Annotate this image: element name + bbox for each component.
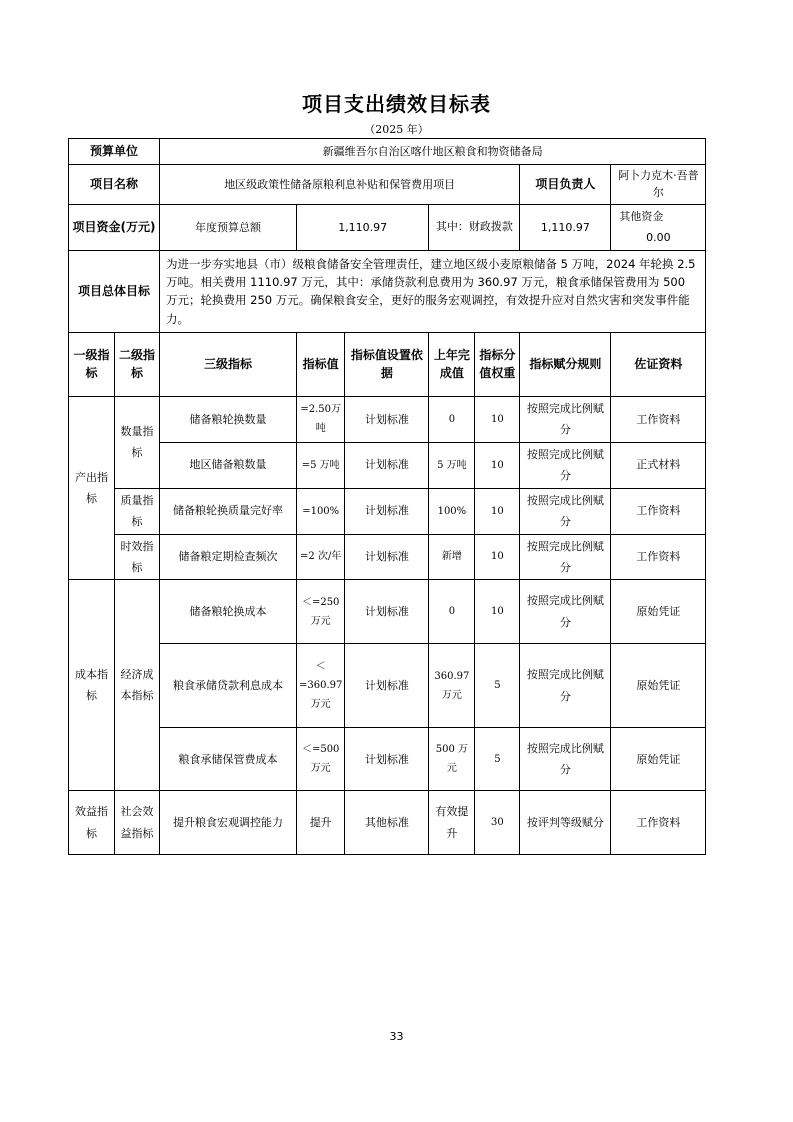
row-rule: 按照完成比例赋分 [520,488,611,534]
row-weight: 10 [475,442,520,488]
row-value: ＜=500万元 [297,728,345,791]
row-prev: 0 [429,580,475,644]
fiscal-label: 其中：财政拨款 [429,205,520,251]
performance-table [68,138,706,855]
row-evidence: 工作资料 [611,791,706,855]
row-basis: 计划标准 [345,442,429,488]
header-evidence: 佐证资料 [611,332,706,396]
other-funds-value: 0.00 [646,231,671,245]
unit-label: 预算单位 [69,139,160,165]
funds-row [69,205,706,251]
table-row [69,580,706,644]
row-basis: 计划标准 [345,396,429,442]
row-basis: 计划标准 [345,534,429,580]
row-prev: 500 万元 [429,728,475,791]
annual-budget-label: 年度预算总额 [160,205,297,251]
row-evidence: 工作资料 [611,396,706,442]
row-rule: 按照完成比例赋分 [520,534,611,580]
table-row [69,534,706,580]
row-evidence: 原始凭证 [611,728,706,791]
row-basis: 计划标准 [345,644,429,728]
goal-text: 为进一步夯实地县（市）级粮食储备安全管理责任，建立地区级小麦原粮储备 5 万吨，2024 年轮换 2.5 万吨。相关费用 1110.97 万元，其中：承储贷款利息费用为 360.97 万元，粮食承储保管费用为 500 万元；轮换费用 250 万元。确保粮食安全，更好的服务宏观调控，有效提升应对自然灾害和突发事件能力。 [160,250,706,332]
unit-value: 新疆维吾尔自治区喀什地区粮食和物资储备局 [160,139,706,165]
goal-label: 项目总体目标 [69,250,160,332]
header-basis: 指标值设置依据 [345,332,429,396]
row-evidence: 工作资料 [611,534,706,580]
row-weight: 5 [475,644,520,728]
goal-row [69,250,706,332]
row-value: =2 次/年 [297,534,345,580]
group-benefit: 效益指标 [69,791,115,855]
year-label: （2025 年） [364,123,429,136]
other-funds-label: 其他资金 [619,210,664,223]
row-weight: 10 [475,580,520,644]
header-row [69,332,706,396]
table-row [69,728,706,791]
group-economic: 经济成本指标 [115,580,160,791]
table-row [69,396,706,442]
group-output: 产出指标 [69,396,115,580]
fiscal-value: 1,110.97 [520,205,611,251]
page-number: 33 [389,1030,404,1043]
row-basis: 计划标准 [345,580,429,644]
project-label: 项目名称 [69,165,160,205]
row-evidence: 原始凭证 [611,644,706,728]
row-value: =100% [297,488,345,534]
group-quantity: 数量指标 [115,396,160,488]
manager-label: 项目负责人 [520,165,611,205]
header-level3: 三级指标 [160,332,297,396]
row-weight: 10 [475,396,520,442]
page-title: 项目支出绩效目标表 [302,92,491,116]
project-value: 地区级政策性储备原粮利息补贴和保管费用项目 [160,165,520,205]
header-level2: 二级指标 [115,332,160,396]
row-prev: 100% [429,488,475,534]
header-prev: 上年完成值 [429,332,475,396]
row-prev: 有效提升 [429,791,475,855]
row-l3: 储备粮轮换数量 [160,396,297,442]
row-rule: 按照完成比例赋分 [520,396,611,442]
row-l3: 地区储备粮数量 [160,442,297,488]
manager-value: 阿卜力克木·吾普尔 [611,165,706,205]
unit-row [69,139,706,165]
row-l3: 粮食承储贷款利息成本 [160,644,297,728]
row-rule: 按照完成比例赋分 [520,644,611,728]
row-weight: 10 [475,534,520,580]
row-rule: 按照完成比例赋分 [520,580,611,644]
row-basis: 计划标准 [345,488,429,534]
row-l3: 储备粮定期检查频次 [160,534,297,580]
row-value: 提升 [297,791,345,855]
row-l3: 储备粮轮换质量完好率 [160,488,297,534]
row-prev: 360.97万元 [429,644,475,728]
row-prev: 新增 [429,534,475,580]
row-value: ＜=360.97万元 [297,644,345,728]
header-level1: 一级指标 [69,332,115,396]
group-timeliness: 时效指标 [115,534,160,580]
table-row [69,791,706,855]
group-quality: 质量指标 [115,488,160,534]
table-row [69,442,706,488]
funds-label: 项目资金(万元) [69,205,160,251]
header-rule: 指标赋分规则 [520,332,611,396]
row-value: =5 万吨 [297,442,345,488]
row-value: =2.50万吨 [297,396,345,442]
row-l3: 提升粮食宏观调控能力 [160,791,297,855]
header-value: 指标值 [297,332,345,396]
other-funds-cell [611,205,706,251]
row-evidence: 原始凭证 [611,580,706,644]
row-evidence: 工作资料 [611,488,706,534]
row-l3: 储备粮轮换成本 [160,580,297,644]
row-basis: 计划标准 [345,728,429,791]
row-evidence: 正式材料 [611,442,706,488]
table-row [69,644,706,728]
row-weight: 5 [475,728,520,791]
row-prev: 0 [429,396,475,442]
annual-budget-value: 1,110.97 [297,205,429,251]
group-social: 社会效益指标 [115,791,160,855]
table-row [69,488,706,534]
row-prev: 5 万吨 [429,442,475,488]
row-basis: 其他标准 [345,791,429,855]
row-rule: 按评判等级赋分 [520,791,611,855]
row-weight: 30 [475,791,520,855]
row-weight: 10 [475,488,520,534]
row-l3: 粮食承储保管费成本 [160,728,297,791]
project-row [69,165,706,205]
row-value: ＜=250万元 [297,580,345,644]
header-weight: 指标分值权重 [475,332,520,396]
row-rule: 按照完成比例赋分 [520,442,611,488]
row-rule: 按照完成比例赋分 [520,728,611,791]
group-cost: 成本指标 [69,580,115,791]
